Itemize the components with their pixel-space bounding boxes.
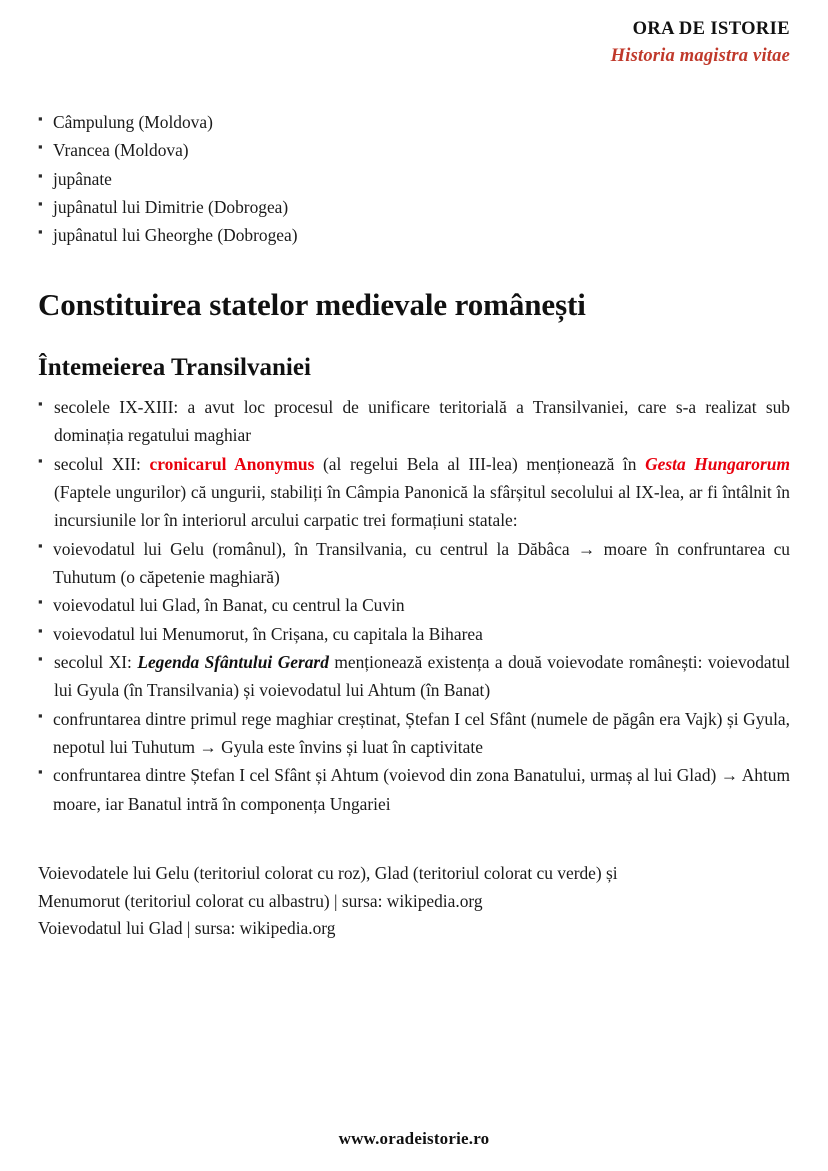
bullet-icon: ▪ [38, 764, 43, 780]
item2-sublist [38, 535, 790, 648]
list-item [38, 393, 790, 450]
list-item-label: confruntarea dintre primul rege maghiar creștinat, Ștefan I cel Sfânt (numele de păgân era Vajk) și Gyula, nepotul lui Tuhutum → Gyula este învins și luat în captivitate [53, 708, 790, 758]
footer-url: www.oradeistorie.ro [338, 1129, 490, 1148]
list-item-label: Vrancea (Moldova) [53, 140, 189, 161]
top-sublist-a [38, 108, 790, 165]
list-item [38, 591, 790, 619]
bullet-icon: ▪ [38, 111, 43, 126]
emphasis-legenda-sfantului-gerard: Legenda Sfântului Gerard [137, 652, 329, 673]
list-item [38, 648, 790, 705]
bullet-icon: ▪ [38, 651, 43, 667]
list-item-label [54, 648, 790, 705]
text-part: secolul XI: [54, 652, 138, 673]
bullet-icon: ▪ [38, 395, 43, 411]
text-part: menționează existența a două voievodate românești: voievodatul lui Gyula (în Transilvania) și voievodatul lui Ahtum (în Banat) [54, 652, 790, 701]
list-item-label: voievodatul lui Menumorut, în Crișana, cu capitala la Biharea [53, 623, 483, 644]
source-line: Voievodatele lui Gelu (teritoriul colorat cu roz), Glad (teritoriul colorat cu verde) și [38, 863, 618, 884]
list-item [38, 193, 790, 221]
list-item [38, 221, 790, 249]
header-subtitle: Historia magistra vitae [610, 45, 790, 66]
list-item [38, 136, 790, 164]
image-source-caption [38, 860, 790, 943]
bullet-icon: ▪ [38, 707, 43, 723]
emphasis-gesta-hungarorum: Gesta Hungarorum [645, 453, 790, 474]
emphasis-cronicarul-anonymus: cronicarul Anonymus [149, 453, 315, 474]
main-body-list [38, 393, 790, 535]
list-item [38, 165, 790, 193]
top-list-parent [38, 165, 790, 193]
bullet-icon: ▪ [38, 196, 43, 212]
list-item [38, 535, 790, 592]
list-item [38, 450, 790, 535]
list-item [38, 761, 790, 818]
bullet-icon: ▪ [38, 537, 43, 553]
list-item-label: jupânatul lui Dimitrie (Dobrogea) [53, 197, 289, 218]
list-item [38, 620, 790, 648]
list-item-label: secolele IX-XIII: a avut loc procesul de unificare teritorială a Transilvaniei, care s-a realizat sub dominația regatului maghiar [54, 396, 790, 446]
list-item-label: Câmpulung (Moldova) [53, 112, 213, 132]
list-item-label: voievodatul lui Glad, în Banat, cu centrul la Cuvin [53, 595, 405, 616]
text-part: (Faptele ungurilor) că ungurii, stabiliți în Câmpia Panonică la sfârșitul secolului al IX-lea, ar fi întâlnit în incursiunile lor în interiorul arcului carpatic trei formațiuni statale: [54, 481, 790, 531]
item3-list [38, 648, 790, 705]
list-item [38, 705, 790, 762]
list-item [38, 108, 790, 136]
page-footer [0, 1129, 828, 1149]
document-content [38, 108, 790, 943]
section-heading-main: Constituirea statelor medievale românești [38, 286, 586, 322]
bullet-icon: ▪ [38, 167, 43, 183]
source-line: Voievodatul lui Glad | sursa: wikipedia.org [38, 918, 336, 939]
source-line: Menumorut (teritoriul colorat cu albastru) | sursa: wikipedia.org [38, 890, 483, 911]
section-heading-sub: Întemeierea Transilvaniei [38, 353, 311, 381]
bullet-icon: ▪ [38, 139, 43, 155]
page-header [611, 18, 790, 68]
list-item-label: confruntarea dintre Ștefan I cel Sfânt și Ahtum (voievod din zona Banatului, urmaș al lui Glad) → Ahtum moare, iar Banatul intră în componența Ungariei [53, 765, 790, 814]
header-title: ORA DE ISTORIE [632, 19, 790, 39]
text-part: secolul XII: [54, 453, 150, 474]
bullet-icon: ▪ [38, 224, 43, 240]
list-item-label: jupânate [53, 168, 112, 189]
list-item-label: jupânatul lui Gheorghe (Dobrogea) [53, 225, 298, 246]
list-item-label [54, 450, 790, 535]
top-sublist-b [38, 193, 790, 250]
item3-sublist [38, 705, 790, 818]
list-item-label: voievodatul lui Gelu (românul), în Transilvania, cu centrul la Dăbâca → moare în confruntarea cu Tuhutum (o căpetenie maghiară) [53, 538, 790, 587]
bullet-icon: ▪ [38, 594, 43, 610]
bullet-icon: ▪ [38, 452, 43, 468]
bullet-icon: ▪ [38, 622, 43, 638]
text-part: (al regelui Bela al III-lea) menționează în [314, 453, 646, 474]
